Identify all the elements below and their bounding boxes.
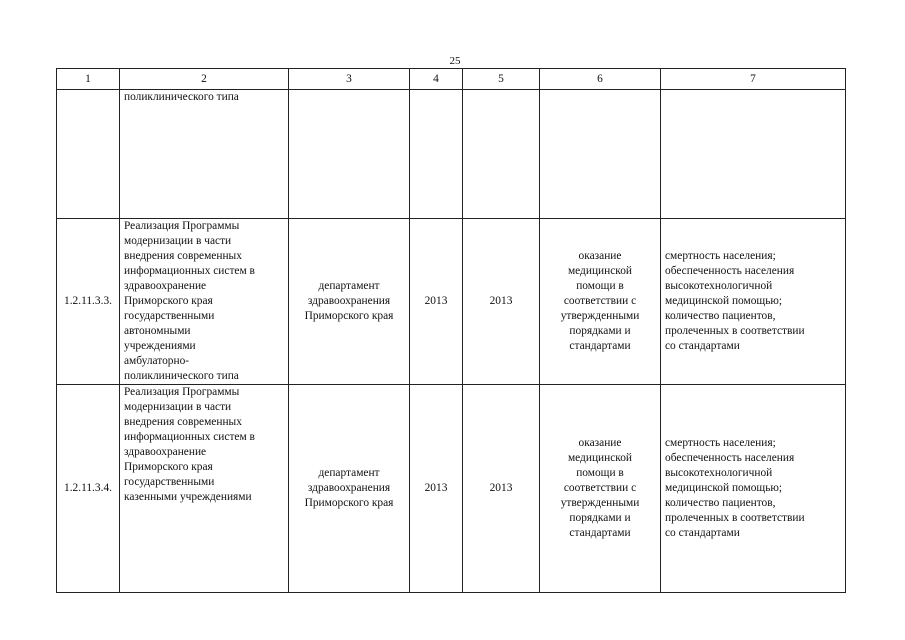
description-cell: поликлинического типа xyxy=(120,90,289,219)
department-cell xyxy=(289,90,410,219)
end-year-cell xyxy=(463,90,540,219)
header-col-3: 3 xyxy=(289,69,410,90)
result-cell: оказание медицинской помощи в соответствии с утвержденными порядками и стандартами xyxy=(540,219,661,385)
start-year-cell: 2013 xyxy=(410,219,463,385)
end-year-cell: 2013 xyxy=(463,385,540,593)
start-year-cell xyxy=(410,90,463,219)
header-col-7: 7 xyxy=(661,69,846,90)
row-number-cell: 1.2.11.3.3. xyxy=(57,219,120,385)
page-number: 25 xyxy=(449,55,461,67)
header-col-6: 6 xyxy=(540,69,661,90)
table-row xyxy=(57,90,846,219)
result-cell: оказание медицинской помощи в соответствии с утвержденными порядками и стандартами xyxy=(540,385,661,593)
table-row xyxy=(57,219,846,385)
header-row xyxy=(57,69,846,90)
description-cell: Реализация Программы модернизации в части внедрения современных информационных систем в здравоохранение Приморского края государственными казенными учреждениями xyxy=(120,385,289,593)
header-col-4: 4 xyxy=(410,69,463,90)
header-col-2: 2 xyxy=(120,69,289,90)
indicators-cell: смертность населения; обеспеченность населения высокотехнологичной медицинской помощью; количество пациентов, пролеченных в соответствии со стандартами xyxy=(661,219,846,385)
row-number-cell: 1.2.11.3.4. xyxy=(57,385,120,593)
start-year-cell: 2013 xyxy=(410,385,463,593)
department-cell: департамент здравоохранения Приморского края xyxy=(289,385,410,593)
description-cell: Реализация Программы модернизации в части внедрения современных информационных систем в здравоохранение Приморского края государственными автономными учреждениями амбулаторно- поликлинического типа xyxy=(120,219,289,385)
result-cell xyxy=(540,90,661,219)
header-col-5: 5 xyxy=(463,69,540,90)
indicators-cell xyxy=(661,90,846,219)
department-cell: департамент здравоохранения Приморского края xyxy=(289,219,410,385)
measures-table xyxy=(56,68,846,593)
indicators-cell: смертность населения; обеспеченность населения высокотехнологичной медицинской помощью; количество пациентов, пролеченных в соответствии со стандартами xyxy=(661,385,846,593)
row-number-cell xyxy=(57,90,120,219)
end-year-cell: 2013 xyxy=(463,219,540,385)
table-row xyxy=(57,385,846,593)
header-col-1: 1 xyxy=(57,69,120,90)
